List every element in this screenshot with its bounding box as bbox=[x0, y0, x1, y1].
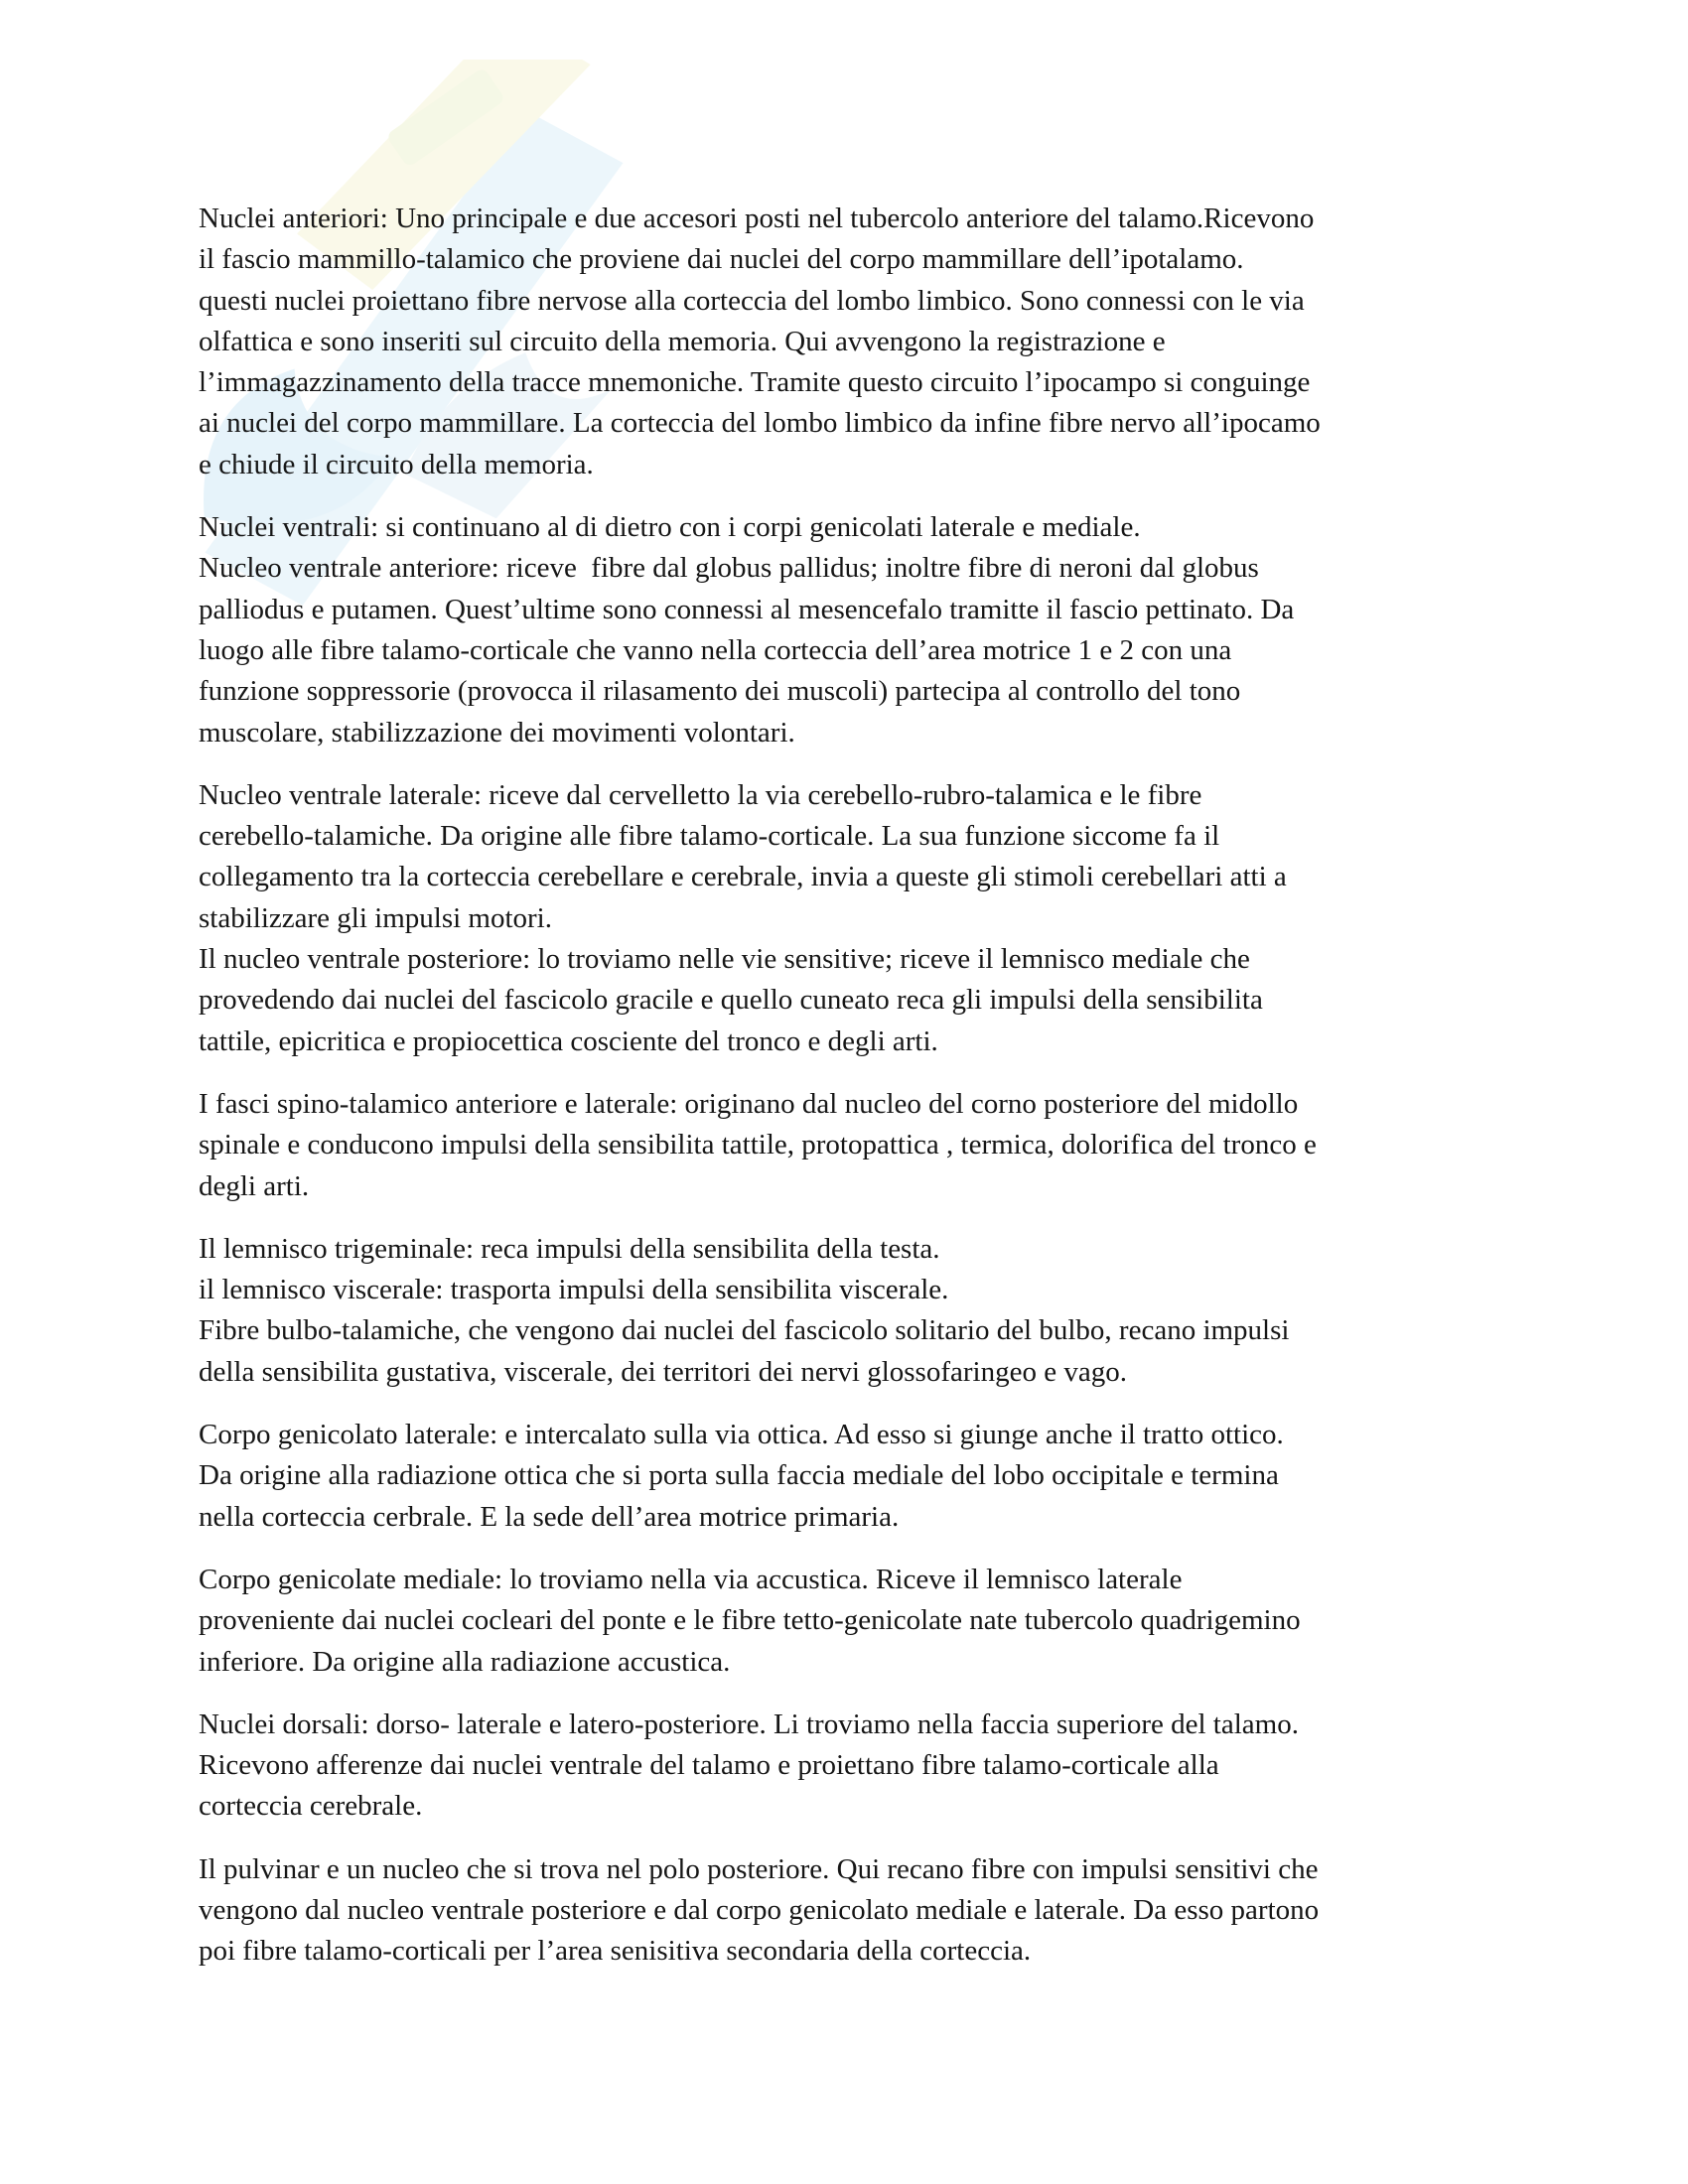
text-line: corteccia cerebrale. bbox=[199, 1790, 423, 1823]
text-line: collegamento tra la corteccia cerebellare e cerebrale, invia a queste gli stimoli cerebellari atti a bbox=[199, 861, 1287, 893]
paragraph bbox=[199, 775, 1489, 1062]
text-line: I fasci spino-talamico anteriore e laterale: originano dal nucleo del corno posteriore del midollo bbox=[199, 1087, 1299, 1120]
paragraph bbox=[199, 1560, 1489, 1683]
text-line: cerebello-talamiche. Da origine alle fibre talamo-corticale. La sua funzione siccome fa il bbox=[199, 820, 1220, 853]
text-line: spinale e conducono impulsi della sensibilita tattile, protopattica , termica, dolorifica del tronco e bbox=[199, 1129, 1317, 1161]
text-line: questi nuclei proiettano fibre nervose alla corteccia del lombo limbico. Sono connessi con le via bbox=[199, 284, 1305, 317]
text-line: olfattica e sono inseriti sul circuito della memoria. Qui avvengono la registrazione e bbox=[199, 325, 1166, 357]
text-line: Nuclei anteriori: Uno principale e due accesori posti nel tubercolo anteriore del talamo.Ricevono bbox=[199, 203, 1315, 234]
text-line: Nucleo ventrale laterale: riceve dal cervelletto la via cerebello-rubro-talamica e le fibre bbox=[199, 778, 1202, 811]
text-line: Corpo genicolate mediale: lo troviamo nella via accustica. Riceve il lemnisco laterale bbox=[199, 1563, 1183, 1595]
text-line: Ricevono afferenze dai nuclei ventrale del talamo e proiettano fibre talamo-corticale alla bbox=[199, 1749, 1219, 1782]
paragraph bbox=[199, 1084, 1489, 1207]
text-line: il fascio mammillo-talamico che proviene dai nuclei del corpo mammillare dell’ipotalamo. bbox=[199, 243, 1244, 276]
text-line: Il pulvinar e un nucleo che si trova nel polo posteriore. Qui recano fibre con impulsi sensitivi che bbox=[199, 1852, 1319, 1885]
document-body bbox=[199, 199, 1489, 1994]
paragraph bbox=[199, 507, 1489, 753]
paragraph bbox=[199, 1229, 1489, 1393]
text-line: provedendo dai nuclei del fascicolo gracile e quello cuneato reca gli impulsi della sensibilita bbox=[199, 984, 1263, 1017]
text-line: e chiude il circuito della memoria. bbox=[199, 448, 594, 480]
text-line: della sensibilita gustativa, viscerale, dei territori dei nervi glossofaringeo e vago. bbox=[199, 1355, 1127, 1388]
text-line: nella corteccia cerbrale. E la sede dell’area motrice primaria. bbox=[199, 1500, 900, 1533]
paragraph bbox=[199, 1705, 1489, 1828]
text-line: poi fibre talamo-corticali per l’area senisitiva secondaria della corteccia. bbox=[199, 1935, 1032, 1968]
text-line: luogo alle fibre talamo-corticale che vanno nella corteccia dell’area motrice 1 e 2 con una bbox=[199, 633, 1232, 666]
paragraph bbox=[199, 199, 1489, 485]
text-line: funzione soppressorie (provocca il rilasamento dei muscoli) partecipa al controllo del tono bbox=[199, 675, 1241, 708]
text-line: degli arti. bbox=[199, 1169, 310, 1202]
text-line: Da origine alla radiazione ottica che si porta sulla faccia mediale del lobo occipitale e termina bbox=[199, 1459, 1279, 1492]
text-line: Il nucleo ventrale posteriore: lo troviamo nelle vie sensitive; riceve il lemnisco mediale che bbox=[199, 943, 1250, 976]
paragraph bbox=[199, 1849, 1489, 1973]
text-line: vengono dal nucleo ventrale posteriore e dal corpo genicolato mediale e laterale. Da esso partono bbox=[199, 1893, 1320, 1926]
text-line: Il lemnisco trigeminale: reca impulsi della sensibilita della testa. bbox=[199, 1232, 940, 1265]
paragraph bbox=[199, 1415, 1489, 1538]
text-line: inferiore. Da origine alla radiazione accustica. bbox=[199, 1645, 731, 1678]
text-line: il lemnisco viscerale: trasporta impulsi della sensibilita viscerale. bbox=[199, 1274, 949, 1306]
text-line: Fibre bulbo-talamiche, che vengono dai nuclei del fascicolo solitario del bulbo, recano impulsi bbox=[199, 1314, 1290, 1347]
text-line: muscolare, stabilizzazione dei movimenti volontari. bbox=[199, 716, 795, 749]
text-line: palliodus e putamen. Quest’ultime sono connessi al mesencefalo tramitte il fascio pettinato. Da bbox=[199, 593, 1295, 625]
text-line: Nuclei dorsali: dorso- laterale e latero-posteriore. Li troviamo nella faccia superiore del talamo. bbox=[199, 1707, 1299, 1740]
text-line: proveniente dai nuclei cocleari del ponte e le fibre tetto-genicolate nate tubercolo quadrigemino bbox=[199, 1604, 1301, 1637]
text-line: l’immagazzinamento della tracce mnemoniche. Tramite questo circuito l’ipocampo si conguinge bbox=[199, 366, 1311, 399]
text-line: stabilizzare gli impulsi motori. bbox=[199, 901, 552, 934]
text-line: Corpo genicolato laterale: e intercalato sulla via ottica. Ad esso si giunge anche il tratto ottico. bbox=[199, 1419, 1284, 1451]
text-line: tattile, epicritica e propiocettica cosciente del tronco e degli arti. bbox=[199, 1024, 938, 1057]
text-line: Nucleo ventrale anteriore: riceve fibre dal globus pallidus; inoltre fibre di neroni dal globus bbox=[199, 552, 1259, 585]
text-line: ai nuclei del corpo mammillare. La corteccia del lombo limbico da infine fibre nervo all’ipocamo bbox=[199, 407, 1321, 440]
text-line: Nuclei ventrali: si continuano al di dietro con i corpi genicolati laterale e mediale. bbox=[199, 511, 1141, 544]
